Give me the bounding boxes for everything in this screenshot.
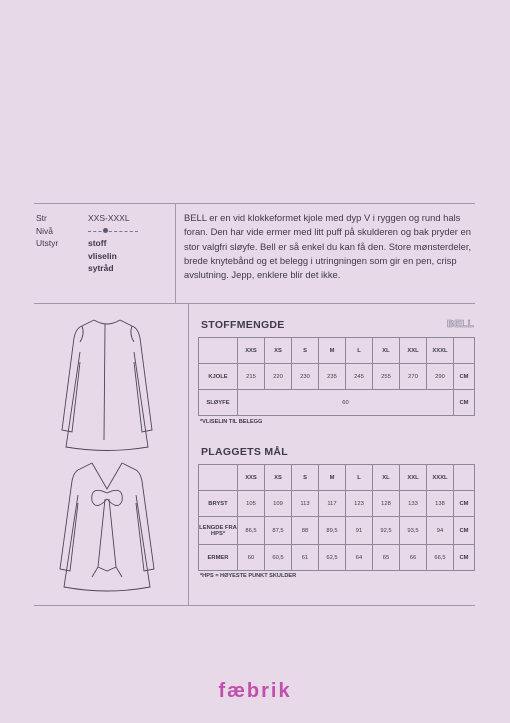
measurement-cell: 123 bbox=[346, 491, 373, 517]
unit-header bbox=[454, 338, 475, 364]
row-label: SLØYFE bbox=[199, 390, 238, 416]
difficulty-level bbox=[88, 225, 138, 238]
measurement-cell: 117 bbox=[319, 491, 346, 517]
body-separator bbox=[188, 303, 189, 605]
unit-cell: CM bbox=[454, 545, 475, 571]
measurement-cell: 138 bbox=[427, 491, 454, 517]
measurement-cell: 215 bbox=[238, 364, 265, 390]
measurement-cell: 109 bbox=[265, 491, 292, 517]
table-row bbox=[199, 390, 475, 416]
measurement-cell: 65 bbox=[373, 545, 400, 571]
measurement-cell: 60,5 bbox=[265, 545, 292, 571]
header-separator bbox=[175, 203, 176, 303]
supply-item: vliselin bbox=[88, 250, 117, 261]
measurement-cell: 60 bbox=[238, 545, 265, 571]
fabric-table bbox=[198, 337, 475, 416]
fabric-section-title: STOFFMENGDE bbox=[201, 319, 285, 331]
size-header: XXXL bbox=[427, 338, 454, 364]
measurement-cell: 270 bbox=[400, 364, 427, 390]
table-row bbox=[199, 491, 475, 517]
size-header: XXL bbox=[400, 465, 427, 491]
measurement-cell: 62,5 bbox=[319, 545, 346, 571]
measurement-cell: 113 bbox=[292, 491, 319, 517]
pattern-description: BELL er en vid klokkeformet kjole med dyp V i ryggen og rund hals foran. Den har vide ermer med litt puff på skulderen og bak pryder en stor valgfri sløyfe. Bell er så enkel du kan få den. Store mønsterdeler, brede knytebånd og et belegg i utringningen som gir en pen, crisp avslutning. Jepp, enklere blir det ikke. bbox=[184, 212, 472, 281]
size-value: XXS-XXXL bbox=[88, 213, 130, 223]
measurement-cell: 94 bbox=[427, 517, 454, 545]
garment-section-title: PLAGGETS MÅL bbox=[201, 446, 289, 458]
measurement-cell: 220 bbox=[265, 364, 292, 390]
supply-item: stoff bbox=[88, 238, 107, 248]
table-row bbox=[199, 364, 475, 390]
measurement-cell: 245 bbox=[346, 364, 373, 390]
table-header-row bbox=[199, 465, 475, 491]
size-header: L bbox=[346, 338, 373, 364]
level-marker bbox=[103, 228, 108, 233]
size-label: Str bbox=[36, 213, 47, 223]
supply-item: sytråd bbox=[88, 263, 114, 273]
pattern-meta bbox=[36, 212, 138, 275]
dress-back-illustration bbox=[52, 457, 162, 597]
row-label: BRYST bbox=[199, 491, 238, 517]
size-header: S bbox=[292, 338, 319, 364]
measurement-cell: 87,5 bbox=[265, 517, 292, 545]
measurement-cell: 60 bbox=[238, 390, 454, 416]
size-header: XXS bbox=[238, 465, 265, 491]
corner-cell bbox=[199, 465, 238, 491]
measurement-cell: 105 bbox=[238, 491, 265, 517]
top-divider bbox=[34, 203, 475, 204]
size-header: XXL bbox=[400, 338, 427, 364]
measurement-cell: 89,5 bbox=[319, 517, 346, 545]
row-label: KJOLE bbox=[199, 364, 238, 390]
measurement-cell: 64 bbox=[346, 545, 373, 571]
size-header: M bbox=[319, 338, 346, 364]
size-header: M bbox=[319, 465, 346, 491]
unit-cell: CM bbox=[454, 364, 475, 390]
measurement-cell: 93,5 bbox=[400, 517, 427, 545]
pattern-name-mark: BELL bbox=[447, 319, 474, 330]
measurement-cell: 61 bbox=[292, 545, 319, 571]
measurement-cell: 255 bbox=[373, 364, 400, 390]
brand-logo: fæbrik bbox=[218, 680, 292, 702]
size-header: XXS bbox=[238, 338, 265, 364]
row-label: LENGDE FRA HPS* bbox=[199, 517, 238, 545]
corner-cell bbox=[199, 338, 238, 364]
measurement-cell: 92,5 bbox=[373, 517, 400, 545]
measurement-cell: 128 bbox=[373, 491, 400, 517]
size-header: S bbox=[292, 465, 319, 491]
measurement-cell: 86,5 bbox=[238, 517, 265, 545]
measurement-cell: 290 bbox=[427, 364, 454, 390]
garment-table bbox=[198, 464, 475, 571]
unit-cell: CM bbox=[454, 517, 475, 545]
fabric-note: *VLISELIN TIL BELEGG bbox=[200, 419, 263, 425]
size-header: XL bbox=[373, 465, 400, 491]
measurement-cell: 235 bbox=[319, 364, 346, 390]
unit-cell: CM bbox=[454, 491, 475, 517]
table-header-row bbox=[199, 338, 475, 364]
dress-front-illustration bbox=[52, 312, 162, 457]
level-label: Nivå bbox=[36, 225, 54, 236]
table-row bbox=[199, 517, 475, 545]
size-header: XXXL bbox=[427, 465, 454, 491]
table-row bbox=[199, 545, 475, 571]
supplies-label: Utstyr bbox=[36, 238, 59, 248]
row-label: ERMER bbox=[199, 545, 238, 571]
size-header: XS bbox=[265, 465, 292, 491]
measurement-cell: 66,5 bbox=[427, 545, 454, 571]
size-header: XS bbox=[265, 338, 292, 364]
measurement-cell: 88 bbox=[292, 517, 319, 545]
garment-note: *HPS = HØYESTE PUNKT SKULDER bbox=[200, 573, 297, 579]
bottom-divider bbox=[34, 605, 475, 606]
unit-cell: CM bbox=[454, 390, 475, 416]
measurement-cell: 133 bbox=[400, 491, 427, 517]
measurement-cell: 91 bbox=[346, 517, 373, 545]
size-header: XL bbox=[373, 338, 400, 364]
measurement-cell: 66 bbox=[400, 545, 427, 571]
unit-header bbox=[454, 465, 475, 491]
mid-divider bbox=[34, 303, 475, 304]
measurement-cell: 230 bbox=[292, 364, 319, 390]
size-header: L bbox=[346, 465, 373, 491]
